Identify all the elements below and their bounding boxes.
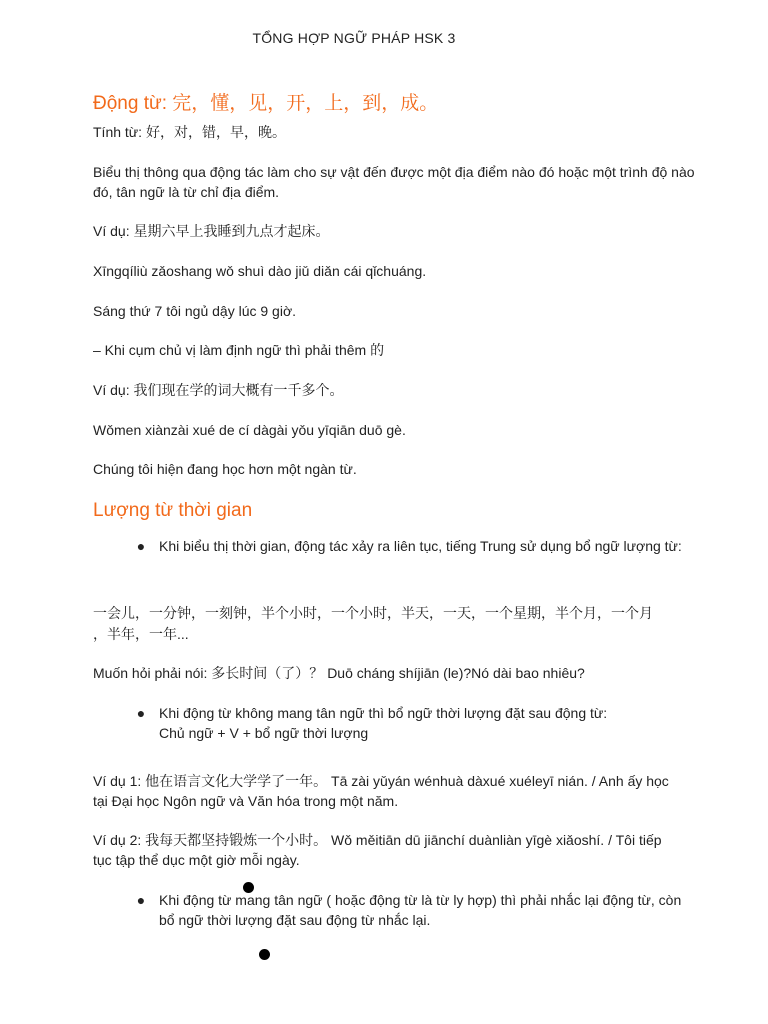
example-2-meaning: Chúng tôi hiện đang học hơn một ngàn từ. bbox=[93, 461, 357, 477]
example-2-chinese: Ví dụ: 我们现在学的词大概有一千多个。 bbox=[93, 382, 344, 398]
time-words-line-2: ，半年，一年... bbox=[93, 626, 189, 642]
bullet-dot-icon: ● bbox=[136, 892, 146, 908]
example-1-chinese: Ví dụ: 星期六早上我睡到九点才起床。 bbox=[93, 223, 330, 239]
stray-dot-icon bbox=[259, 949, 270, 960]
duration-example-1: Ví dụ 1: 他在语言文化大学学了一年。 Tā zài yǔyán wénhuà dàxué xuéleyī nián. / Anh ấy học tại Đại học Ngôn ngữ và Văn hóa trong một năm. bbox=[93, 773, 669, 809]
section-heading-verbs: Động từ: 完，懂，见，开，上，到，成。 bbox=[93, 93, 439, 114]
bullet-text-line-2: Chủ ngữ + V + bổ ngữ thời lượng bbox=[159, 725, 369, 741]
bullet-text: Khi động từ mang tân ngữ ( hoặc động từ là từ ly hợp) thì phải nhắc lại động từ, còn bổ ngữ thời lượng đặt sau động từ nhắc lại. bbox=[159, 892, 682, 928]
duration-example-2: Ví dụ 2: 我每天都坚持锻炼一个小时。 Wǒ měitiān dū jiānchí duànliàn yīgè xiǎoshí. / Tôi tiếp tục tập thể dục một giờ mỗi ngày. bbox=[93, 832, 662, 868]
bullet-text-line-1: Khi động từ không mang tân ngữ thì bổ ngữ thời lượng đặt sau động từ: bbox=[159, 705, 608, 721]
adjectives-line: Tính từ: 好，对，错，早，晚。 bbox=[93, 124, 286, 140]
bullet-item bbox=[136, 703, 696, 743]
example-2-pinyin: Wǒmen xiànzài xué de cí dàgài yǒu yīqiān duō gè. bbox=[93, 422, 406, 438]
bullet-dot-icon: ● bbox=[136, 538, 146, 554]
bullet-text: Khi biểu thị thời gian, động tác xảy ra liên tục, tiếng Trung sử dụng bổ ngữ lượng từ: bbox=[159, 538, 682, 554]
time-words-line-1: 一会儿，一分钟，一刻钟，半个小时，一个小时，半天，一天，一个星期，半个月，一个月 bbox=[93, 605, 653, 621]
question-line: Muốn hỏi phải nói: 多长时间（了）？ Duō cháng shíjiān (le)?Nó dài bao nhiêu? bbox=[93, 665, 585, 681]
attributive-note: – Khi cụm chủ vị làm định ngữ thì phải thêm 的 bbox=[93, 342, 385, 358]
bullet-item bbox=[136, 536, 696, 556]
explanation-paragraph: Biểu thị thông qua động tác làm cho sự vật đến được một địa điểm nào đó hoặc một trình độ nào đó, tân ngữ là từ chỉ địa điểm. bbox=[93, 164, 695, 200]
example-1-pinyin: Xīngqíliù zǎoshang wǒ shuì dào jiǔ diǎn cái qǐchuáng. bbox=[93, 263, 427, 279]
section-heading-time-measure: Lượng từ thời gian bbox=[93, 500, 253, 521]
example-1-meaning: Sáng thứ 7 tôi ngủ dậy lúc 9 giờ. bbox=[93, 303, 297, 319]
document-title: TỔNG HỢP NGỮ PHÁP HSK 3 bbox=[252, 30, 456, 46]
bullet-item bbox=[136, 890, 696, 930]
bullet-dot-icon: ● bbox=[136, 705, 146, 721]
